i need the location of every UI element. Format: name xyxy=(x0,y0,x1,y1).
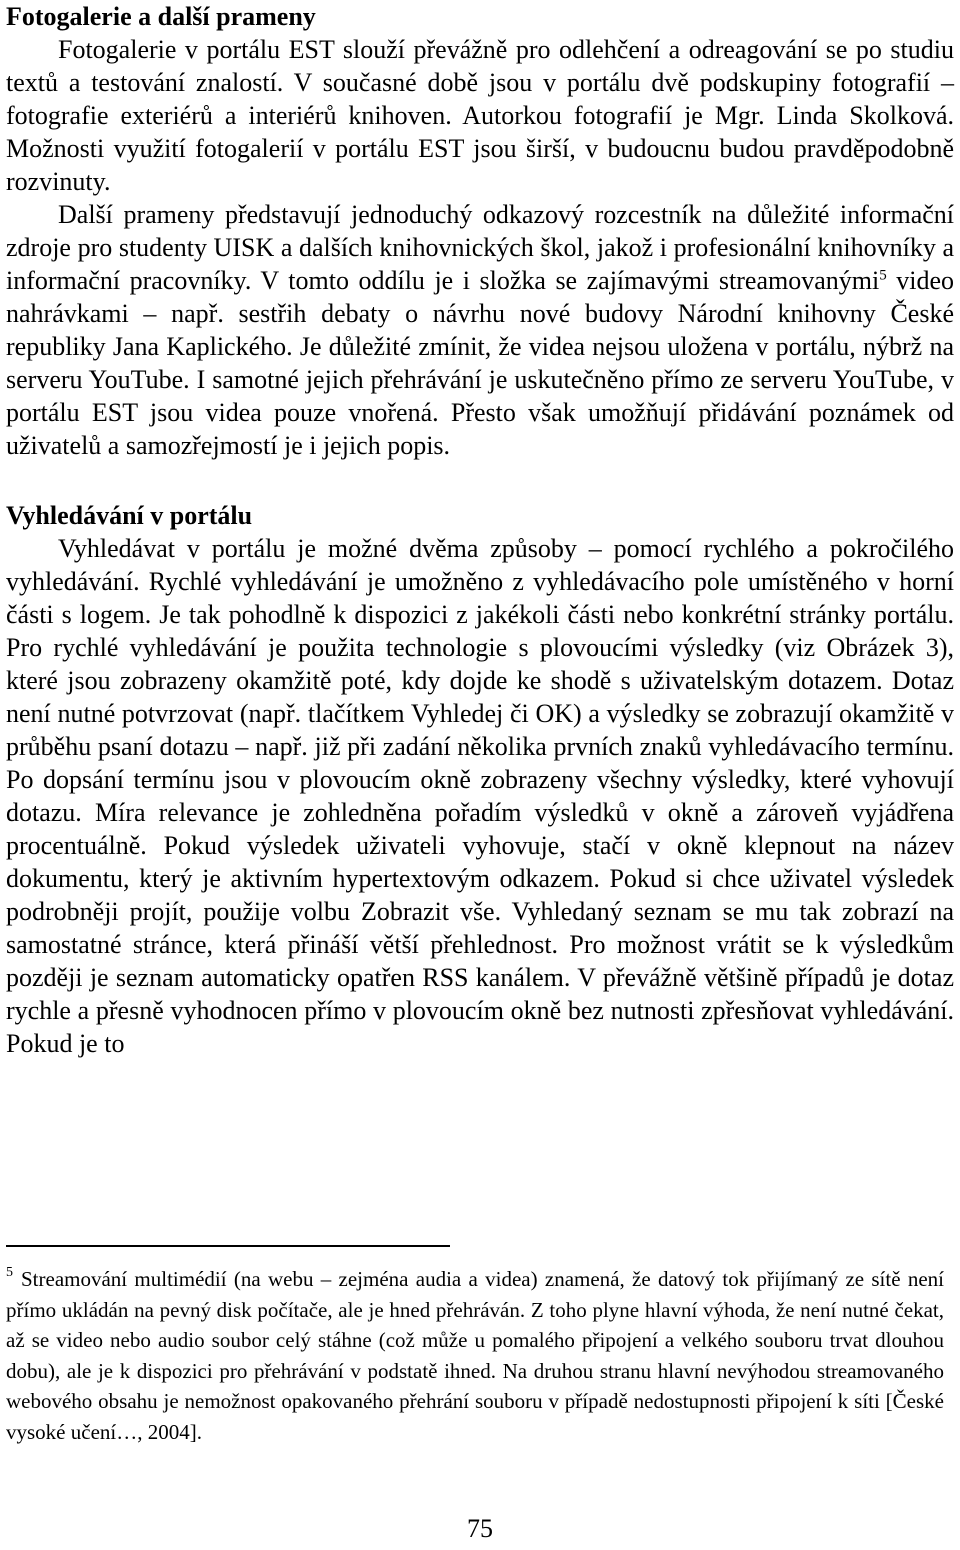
page-body xyxy=(6,0,954,1060)
paragraph-photo-gallery: Fotogalerie v portálu EST slouží převážně pro odlehčení a odreagování se po studiu textů a testování znalostí. V současné době jsou v portálu dvě podskupiny fotografií – fotografie exteriérů a interiérů knihoven. Autorkou fotografií je Mgr. Linda Skolková. Možnosti využití fotogalerií v portálu EST jsou širší, v budoucnu budou pravděpodobně rozvinuty. xyxy=(6,35,954,196)
paragraph-other-sources-text-before: Další prameny představují jednoduchý odkazový rozcestník na důležité informační zdroje pro studenty UISK a dalších knihovnických škol, jakož i profesionální knihovníky a informační pracovníky. V tomto oddílu je i složka se zajímavými streamovanými xyxy=(6,200,954,295)
paragraph-other-sources xyxy=(6,198,954,462)
footnote-mark: 5 xyxy=(6,1265,13,1280)
paragraph-search: Vyhledávat v portálu je možné dvěma způsoby – pomocí rychlého a pokročilého vyhledávání. Rychlé vyhledávání je umožněno z vyhledávacího pole umístěného v horní části s logem. Je tak pohodlně k dispozici z jakékoli části nebo konkrétní stránky portálu. Pro rychlé vyhledávání je použita technologie s plovoucími výsledky (viz Obrázek 3), které jsou zobrazeny okamžitě poté, kdy dojde ke shodě s uživatelským dotazem. Dotaz není nutné potvrzovat (např. tlačítkem Vyhledej či OK) a výsledky se zobrazují okamžitě v průběhu psaní dotazu – např. již při zadání několika prvních znaků vyhledávacího termínu. Po dopsání termínu jsou v plovoucím okně zobrazeny všechny výsledky, které vyhovují dotazu. Míra relevance je zohledněna pořadím výsledků v okně a zároveň vyjádřena procentuálně. Pokud výsledek uživateli vyhovuje, stačí v okně klepnout na název dokumentu, který je aktivním hypertextovým odkazem. Pokud si chce uživatel výsledek podrobněji projít, použije volbu Zobrazit vše. Vyhledaný seznam se mu tak zobrazí na samostatné stránce, která přináší větší přehlednost. Pro možnost vrátit se k výsledkům později je seznam automaticky opatřen RSS kanálem. V převážně většině případů je dotaz rychle a přesně vyhodnocen přímo v plovoucím okně bez nutnosti zpřesňovat vyhledávání. Pokud je to xyxy=(6,534,954,1058)
section-heading-photo-gallery: Fotogalerie a další prameny xyxy=(6,2,316,31)
section-heading-search: Vyhledávání v portálu xyxy=(6,501,253,530)
footnote-text: Streamování multimédií (na webu – zejména audia a videa) znamená, že datový tok přijímaný ze sítě není přímo ukládán na pevný disk počítače, ale je hned přehráván. Z toho plyne hlavní výhoda, že není nutné čekat, až se video nebo audio soubor celý stáhne (což může u pomalého připojení a velkého souboru trvat dlouhou dobu), ale je k dispozici pro přehrávání v podstatě ihned. Na druhou stranu hlavní nevýhodou streamovaného webového obsahu je nemožnost opakovaného přehrání souboru v případě nedostupnosti připojení k síti [České vysoké učení…, 2004]. xyxy=(6,1267,944,1444)
page-number: 75 xyxy=(467,1514,493,1543)
footnote-separator xyxy=(6,1245,450,1247)
paragraph-other-sources-text-after: video nahrávkami – např. sestřih debaty o návrhu nové budovy Národní knihovny České republiky Jana Kaplického. Je důležité zmínit, že videa nejsou uložena v portálu, nýbrž na serveru YouTube. I samotné jejich přehrávání je uskutečněno přímo ze serveru YouTube, v portálu EST jsou videa pouze vnořená. Přesto však umožňují přidávání poznámek od uživatelů a samozřejmostí je i jejich popis. xyxy=(6,266,954,460)
footnote-5 xyxy=(6,1264,944,1447)
footnote-reference-5: 5 xyxy=(879,267,887,284)
